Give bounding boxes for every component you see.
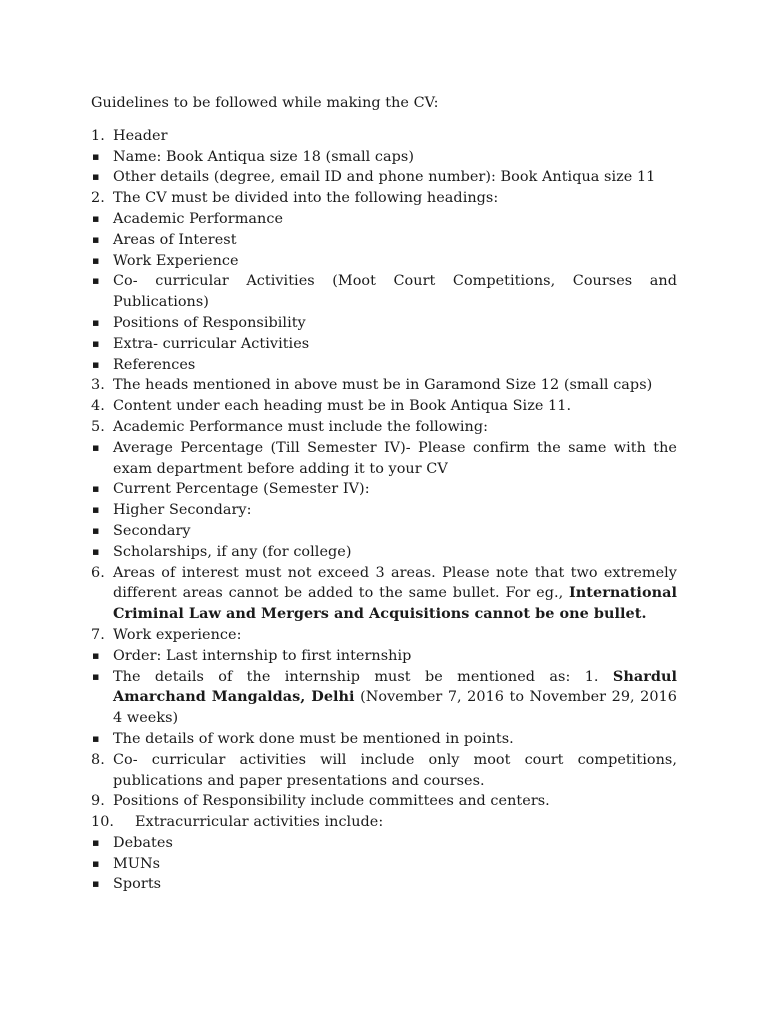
list-item [91,791,677,812]
bullet-icon: ▪ [92,274,100,288]
item-text: Extracurricular activities include: [135,814,384,831]
bullet-icon: ▪ [92,544,100,558]
bullet-icon: ▪ [92,669,100,683]
item-text: Secondary [113,522,191,539]
list-item [91,625,677,646]
list-item [91,396,677,417]
list-item [91,271,677,313]
list-item [91,188,677,209]
list-item [91,833,677,854]
bullet-icon: ▪ [92,835,100,849]
bullet-icon: ▪ [92,357,100,371]
page-title: Guidelines to be followed while making the CV: [91,95,439,111]
list-item [91,209,677,230]
list-item [91,646,677,667]
list-number: 1. [91,127,105,144]
list-item [91,750,677,792]
list-number: 6. [91,564,105,581]
document-page [91,93,677,895]
list-number: 7. [91,626,105,643]
bullet-icon: ▪ [92,315,100,329]
bullet-icon: ▪ [92,731,100,745]
item-text: Co- curricular activities will include only moot court competitions, publications and paper presentations and courses. [113,751,677,789]
item-text: Positions of Responsibility include committees and centers. [113,793,550,810]
bullet-icon: ▪ [92,877,100,891]
bullet-icon: ▪ [92,482,100,496]
item-text: Other details (degree, email ID and phone number): Book Antiqua size 11 [113,169,656,186]
item-text: Current Percentage (Semester IV): [113,481,370,498]
bullet-icon: ▪ [92,856,100,870]
bullet-icon: ▪ [92,336,100,350]
list-number: 8. [91,751,105,768]
item-text: Higher Secondary: [113,502,252,519]
item-text: MUNs [113,855,161,872]
guideline-list [91,126,677,895]
item-text: Header [113,127,168,144]
bullet-icon: ▪ [92,149,100,163]
item-bold-text: International Criminal Law and Mergers and Acquisitions cannot be one bullet. [113,584,677,623]
list-item [91,355,677,376]
item-text: Academic Performance must include the following: [113,418,488,435]
list-item [91,375,677,396]
list-item [91,729,677,750]
list-item [91,438,677,480]
list-item [91,500,677,521]
item-text-after: (November 7, 2016 to November 29, 2016 4 weeks) [113,689,677,727]
item-text: Work Experience [113,252,239,269]
item-text: Areas of interest must not exceed 3 areas. Please note that two extremely different areas cannot be added to the same bullet. For eg., [113,564,677,602]
item-text: Sports [113,876,162,893]
list-item [91,812,677,833]
list-number: 9. [91,793,105,810]
list-item [91,874,677,895]
list-item [91,854,677,875]
item-text: Academic Performance [113,210,284,227]
item-text: The CV must be divided into the following headings: [113,190,499,207]
bullet-icon: ▪ [92,211,100,225]
item-text: The details of the internship must be mentioned as: 1. [113,668,613,685]
item-text: Average Percentage (Till Semester IV)- Please confirm the same with the exam department before adding it to your CV [113,439,677,477]
item-text: Co- curricular Activities (Moot Court Competitions, Courses and Publications) [113,273,677,311]
bullet-icon: ▪ [92,253,100,267]
bullet-icon: ▪ [92,523,100,537]
bullet-icon: ▪ [92,440,100,454]
item-text: Work experience: [113,626,242,643]
item-text: Scholarships, if any (for college) [113,543,352,560]
list-item [91,147,677,168]
item-text: Order: Last internship to first internship [113,647,412,664]
list-item [91,313,677,334]
list-item [91,167,677,188]
item-bold-text: Shardul Amarchand Mangaldas, Delhi [113,667,677,706]
list-number: 4. [91,398,105,415]
list-number: 10. [91,814,115,831]
list-number: 2. [91,190,105,207]
item-text: The details of work done must be mentioned in points. [113,730,514,747]
list-item [91,230,677,251]
list-item [91,542,677,563]
item-text: Areas of Interest [113,231,237,248]
list-item [91,563,677,625]
item-text: Extra- curricular Activities [113,335,310,352]
list-item [91,417,677,438]
item-text: Content under each heading must be in Book Antiqua Size 11. [113,398,572,415]
list-item [91,334,677,355]
bullet-icon: ▪ [92,170,100,184]
list-item [91,126,677,147]
list-item [91,667,677,729]
bullet-icon: ▪ [92,503,100,517]
list-number: 3. [91,377,105,394]
list-number: 5. [91,418,105,435]
item-text: The heads mentioned in above must be in Garamond Size 12 (small caps) [113,377,653,394]
item-text: Positions of Responsibility [113,314,306,331]
item-text: Debates [113,834,173,851]
list-item [91,251,677,272]
bullet-icon: ▪ [92,232,100,246]
item-text: Name: Book Antiqua size 18 (small caps) [113,148,414,165]
list-item [91,521,677,542]
item-text: References [113,356,196,373]
list-item [91,479,677,500]
bullet-icon: ▪ [92,648,100,662]
